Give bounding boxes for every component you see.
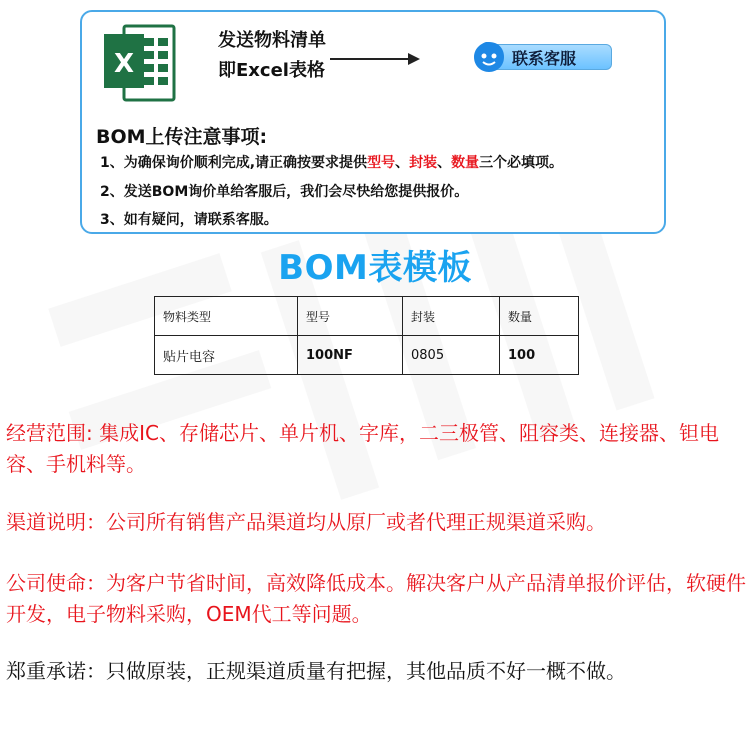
send-line-1: 发送物料清单 bbox=[218, 30, 326, 51]
table-cell: 100NF bbox=[298, 336, 403, 375]
promise-text: 郑重承诺：只做原装，正规渠道质量有把握，其他品质不好一概不做。 bbox=[6, 659, 626, 683]
bom-upload-card bbox=[80, 10, 666, 234]
bom-template-table bbox=[154, 296, 579, 375]
table-header-cell: 封装 bbox=[403, 297, 500, 336]
excel-icon bbox=[102, 16, 176, 106]
table-cell: 0805 bbox=[403, 336, 500, 375]
notice-item-3: 3、如有疑问，请联系客服。 bbox=[100, 212, 278, 228]
channel-text: 渠道说明：公司所有销售产品渠道均从原厂或者代理正规渠道采购。 bbox=[6, 510, 606, 534]
notice-1-suffix: 三个必填项。 bbox=[479, 155, 564, 171]
contact-service-label: 联系客服 bbox=[512, 49, 577, 68]
notice-1-sep-1: 、 bbox=[395, 155, 410, 171]
service-bubble-icon bbox=[472, 40, 506, 74]
send-line-2: 即Excel表格 bbox=[218, 60, 325, 81]
table-header-cell: 型号 bbox=[298, 297, 403, 336]
table-cell: 贴片电容 bbox=[155, 336, 298, 375]
table-header-cell: 数量 bbox=[500, 297, 579, 336]
notice-1-field-quantity: 数量 bbox=[451, 155, 480, 171]
table-cell: 100 bbox=[500, 336, 579, 375]
bom-template-title: BOM表模板 bbox=[278, 248, 472, 288]
mission-text: 公司使命：为客户节省时间，高效降低成本。解决客户从产品清单报价评估，软硬件开发，电子物料采购，OEM代工等问题。 bbox=[6, 571, 746, 626]
notice-1-field-package: 封装 bbox=[409, 155, 438, 171]
notice-1-prefix: 1、为确保询价顺利完成,请正确按要求提供 bbox=[100, 155, 368, 171]
contact-service-button[interactable] bbox=[472, 40, 614, 72]
excel-letter: X bbox=[113, 49, 135, 79]
notice-item-1 bbox=[100, 152, 563, 172]
table-row bbox=[155, 336, 579, 375]
notice-1-sep-2: 、 bbox=[437, 155, 452, 171]
arrow-right-icon bbox=[330, 52, 420, 66]
notice-title: BOM上传注意事项: bbox=[96, 126, 268, 148]
notice-item-2: 2、发送BOM询价单给客服后，我们会尽快给您提供报价。 bbox=[100, 184, 469, 200]
table-header-cell: 物料类型 bbox=[155, 297, 298, 336]
notice-1-field-model: 型号 bbox=[367, 155, 396, 171]
business-scope-text: 经营范围: 集成IC、存储芯片、单片机、字库，二三极管、阻容类、连接器、钽电容、手机料等。 bbox=[6, 421, 719, 476]
table-header-row bbox=[155, 297, 579, 336]
send-instructions bbox=[218, 26, 326, 86]
